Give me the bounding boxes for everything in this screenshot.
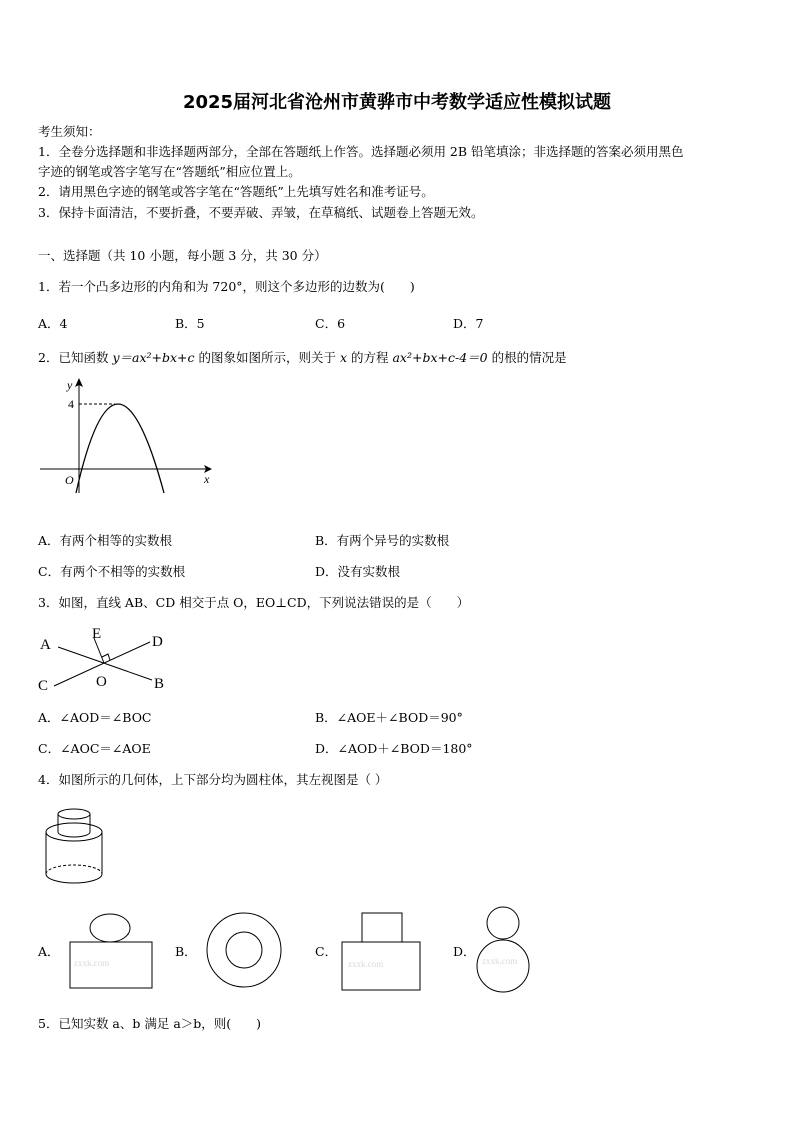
- q2-function: y＝ax²+bx+c: [112, 350, 195, 365]
- q4-watermark-d: zxxk.com: [482, 956, 518, 966]
- q3-option-a: A．∠AOD＝∠BOC: [38, 710, 152, 725]
- notice-heading: 考生须知：: [38, 124, 101, 139]
- q4-option-a-label: A．: [38, 944, 60, 959]
- q2-equation: ax²+bx+c-4＝0: [392, 350, 488, 365]
- q1-option-b: B．5: [175, 316, 205, 331]
- q4-stacked-cylinders-figure: [44, 804, 110, 886]
- section-heading: 一、选择题（共 10 小题，每小题 3 分，共 30 分）: [38, 248, 327, 263]
- q2-y-label: y: [67, 378, 73, 392]
- notice-item-1-line-2: 字迹的钢笔或答字笔写在“答题纸”相应位置上。: [38, 164, 301, 179]
- q1-option-c: C．6: [315, 316, 346, 331]
- notice-item-3: 3．保持卡面清洁，不要折叠，不要弄破、弄皱，在草稿纸、试题卷上答题无效。: [38, 205, 484, 220]
- q2-x-label: x: [204, 472, 210, 486]
- q2-option-c: C．有两个不相等的实数根: [38, 564, 186, 579]
- q3-label-o: O: [96, 674, 107, 690]
- q4-watermark-c: zxxk.com: [348, 959, 384, 969]
- q4-stem: 4．如图所示的几何体，上下部分均为圆柱体，其左视图是（ ）: [38, 772, 388, 787]
- q3-label-e: E: [92, 626, 102, 642]
- q5-stem: 5．已知实数 a、b 满足 a＞b，则( ): [38, 1016, 262, 1031]
- q4-option-c-figure: [340, 911, 422, 991]
- q3-label-a: A: [40, 637, 51, 653]
- q2-stem: 2．已知函数 y＝ax²+bx+c 的图象如图所示，则关于 x 的方程 ax²+bx+c-4＝0 的根的情况是: [38, 350, 567, 365]
- q4-option-c-label: C．: [315, 944, 338, 959]
- q2-max-label: 4: [68, 397, 74, 411]
- q3-option-d: D．∠AOD＋∠BOD＝180°: [315, 741, 473, 756]
- notice-item-2: 2．请用黑色字迹的钢笔或答字笔在“答题纸”上先填写姓名和准考证号。: [38, 184, 434, 199]
- q2-option-b: B．有两个异号的实数根: [315, 533, 450, 548]
- q2-option-a: A．有两个相等的实数根: [38, 533, 173, 548]
- q2-option-d: D．没有实数根: [315, 564, 401, 579]
- q2-variable: x: [339, 350, 348, 365]
- q3-label-c: C: [38, 678, 49, 694]
- q4-option-b-label: B．: [175, 944, 197, 959]
- q3-label-b: B: [154, 676, 165, 692]
- q3-option-c: C．∠AOC＝∠AOE: [38, 741, 151, 756]
- q2-origin-label: O: [65, 473, 74, 487]
- q3-intersecting-lines-figure: [36, 624, 176, 694]
- q3-stem: 3．如图，直线 AB、CD 相交于点 O，EO⊥CD，下列说法错误的是（ ）: [38, 595, 470, 610]
- notice-item-1-line-1: 1．全卷分选择题和非选择题两部分，全部在答题纸上作答。选择题必须用 2B 铅笔填涂；非选择题的答案必须用黑色: [38, 144, 684, 159]
- q3-option-b: B．∠AOE＋∠BOD＝90°: [315, 710, 463, 725]
- q1-option-d: D．7: [453, 316, 484, 331]
- q4-option-b-figure: [204, 910, 284, 990]
- q4-option-a-figure: [68, 910, 154, 990]
- q1-stem: 1．若一个凸多边形的内角和为 720°，则这个多边形的边数为( ): [38, 279, 415, 294]
- q2-parabola-graph: [38, 375, 218, 495]
- q4-watermark-a: zxxk.com: [74, 958, 110, 968]
- page-title: 2025届河北省沧州市黄骅市中考数学适应性模拟试题: [182, 92, 612, 113]
- q4-option-d-label: D．: [453, 944, 476, 959]
- q3-label-d: D: [152, 634, 163, 650]
- q4-option-d-figure: [476, 906, 532, 994]
- q1-option-a: A．4: [38, 316, 68, 331]
